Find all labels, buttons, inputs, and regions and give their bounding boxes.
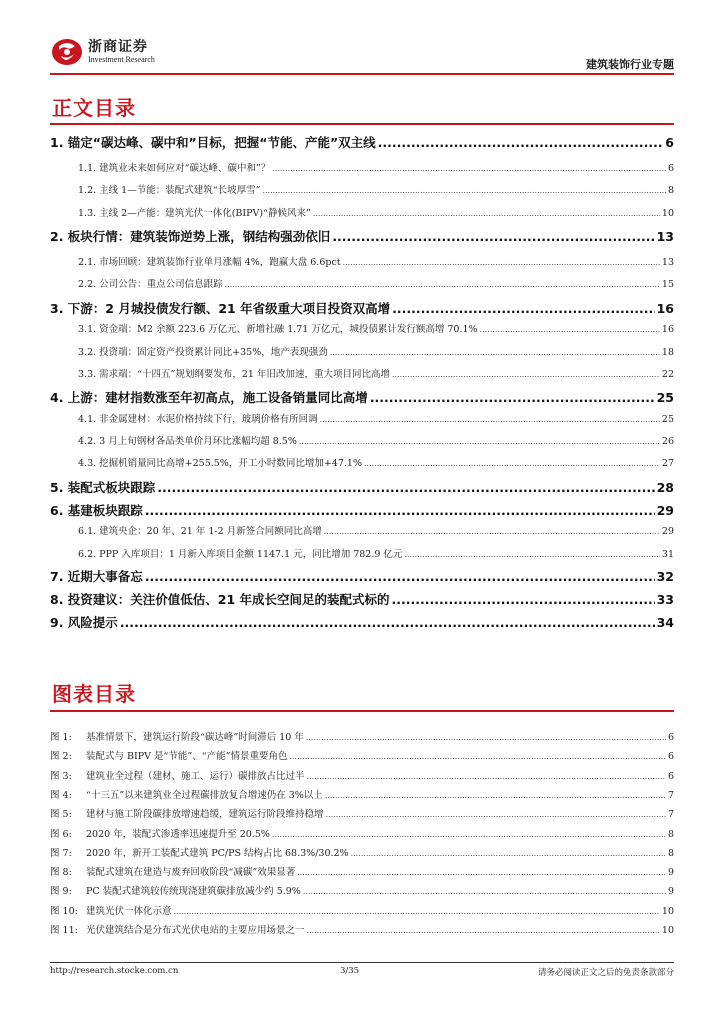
dot-leader: [262, 186, 666, 195]
figure-entry[interactable]: [50, 787, 674, 801]
dot-leader: [364, 459, 660, 468]
dot-leader: [145, 569, 655, 584]
toc-subsection-entry[interactable]: [78, 546, 674, 560]
figure-page: 9: [667, 886, 674, 898]
toc-entry-page: 31: [661, 549, 674, 560]
dot-leader: [120, 615, 655, 630]
logo-english-text: Investment Research: [88, 55, 155, 64]
figure-number: 图 6:: [50, 828, 72, 840]
figure-caption: 2020 年，新开工装配式建筑 PC/PS 结构占比 68.3%/30.2%: [86, 847, 349, 859]
figure-entry[interactable]: [50, 922, 674, 936]
dot-leader: [392, 301, 654, 316]
toc-entry-title: 4. 上游：建材指数涨至年初高点，施工设备销量同比高增: [50, 390, 368, 405]
figure-page: 7: [667, 809, 674, 821]
dot-leader: [307, 772, 666, 781]
toc-entry-title: 2.2. 公司公告：重点公司信息跟踪: [78, 279, 223, 290]
toc-entry-title: 6. 基建板块跟踪: [50, 503, 143, 518]
toc-section-entry[interactable]: [50, 590, 674, 608]
toc-subsection-entry[interactable]: [78, 160, 674, 174]
toc-subsection-entry[interactable]: [78, 205, 674, 219]
dot-leader: [370, 390, 655, 405]
figures-title-divider: [50, 710, 674, 712]
toc-entry-page: 18: [661, 347, 674, 358]
toc-entry-page: 6: [667, 163, 674, 174]
toc-section-entry[interactable]: [50, 501, 674, 519]
dot-leader: [145, 503, 655, 518]
figure-entry[interactable]: [50, 729, 674, 743]
toc-section-entry[interactable]: [50, 299, 674, 317]
toc-entry-page: 16: [661, 324, 674, 335]
toc-entry-title: 9. 风险提示: [50, 615, 118, 630]
figure-number: 图 8:: [50, 867, 72, 879]
figure-number: 图 2:: [50, 751, 72, 763]
toc-section-entry[interactable]: [50, 613, 674, 631]
figure-entry[interactable]: [50, 883, 674, 897]
toc-entry-title: 3.2. 投资端：固定资产投资累计同比+35%，地产表现强劲: [78, 347, 328, 358]
toc-entry-title: 3.3. 需求端：“十四五”规划纲要发布，21 年旧改加速，重大项目同比高增: [78, 369, 390, 380]
figure-number: 图 11:: [50, 925, 78, 936]
toc-entry-page: 25: [656, 390, 674, 405]
dot-leader: [392, 370, 660, 379]
logo-chinese-text: 浙商证券: [88, 39, 148, 55]
dot-leader: [392, 592, 655, 607]
figure-number: 图 1:: [50, 732, 72, 743]
toc-entry-page: 13: [661, 257, 674, 268]
dot-leader: [313, 209, 660, 218]
dot-leader: [343, 258, 660, 267]
toc-entry-page: 33: [656, 592, 674, 607]
figure-number: 图 3:: [50, 770, 72, 782]
page-header: [50, 28, 674, 73]
dot-leader: [307, 926, 660, 935]
figure-page: 8: [667, 828, 674, 840]
figure-caption: 装配式与 BIPV 是“节能”、“产能”情景重要角色: [86, 751, 288, 763]
toc-entry-page: 15: [661, 279, 674, 290]
toc-entry-title: 3.1. 资金端：M2 余额 223.6 万亿元、新增社融 1.71 万亿元，城投债累计发行额高增 70.1%: [78, 324, 478, 335]
figure-entry[interactable]: [50, 826, 674, 840]
figure-list: [50, 729, 674, 949]
figure-entry[interactable]: [50, 806, 674, 820]
toc-list: [50, 133, 674, 633]
dot-leader: [324, 527, 660, 536]
toc-section-entry[interactable]: [50, 133, 674, 151]
dot-leader: [299, 437, 660, 446]
figures-title: 图表目录: [52, 682, 136, 706]
toc-entry-title: 6.2. PPP 入库项目：1 月新入库项目金额 1147.1 元，同比增加 782.9 亿元: [78, 549, 403, 560]
dot-leader: [303, 887, 666, 896]
dot-leader: [404, 550, 659, 559]
toc-subsection-entry[interactable]: [78, 182, 674, 196]
toc-entry-title: 8. 投资建议：关注价值低估、21 年成长空间足的装配式标的: [50, 592, 390, 607]
figure-page: 10: [661, 905, 674, 917]
toc-entry-page: 6: [665, 135, 674, 150]
figure-caption: 装配式建筑在建造与废弃回收阶段“减碳”效果显著: [86, 867, 296, 879]
figure-entry[interactable]: [50, 903, 674, 917]
toc-entry-title: 4.1. 非金属建材：水泥价格持续下行，玻璃价格有所回调: [78, 414, 318, 425]
figure-caption: “十三五”以来建筑业全过程碳排放复合增速仍在 3%以上: [86, 789, 323, 801]
figure-page: 6: [667, 770, 674, 782]
toc-subsection-entry[interactable]: [78, 433, 674, 447]
toc-entry-title: 4.3. 挖掘机销量同比高增+255.5%，开工小时数同比增加+47.1%: [78, 458, 362, 469]
logo-mark-icon: [50, 34, 84, 68]
figure-caption: 建筑业全过程（建材、施工、运行）碳排放占比过半: [86, 770, 305, 782]
figure-entry[interactable]: [50, 864, 674, 878]
toc-entry-page: 32: [656, 569, 674, 584]
toc-entry-page: 29: [656, 503, 674, 518]
toc-section-entry[interactable]: [50, 227, 674, 245]
toc-title-divider: [50, 123, 674, 125]
figure-number: 图 10:: [50, 905, 78, 917]
footer-divider: [50, 962, 674, 963]
toc-entry-page: 26: [661, 436, 674, 447]
figure-number: 图 4:: [50, 789, 72, 801]
toc-section-entry[interactable]: [50, 388, 674, 406]
toc-entry-title: 2. 板块行情：建筑装饰逆势上涨，钢结构强劲依旧: [50, 229, 331, 244]
toc-subsection-entry[interactable]: [78, 411, 674, 425]
dot-leader: [272, 830, 666, 839]
toc-subsection-entry[interactable]: [78, 523, 674, 537]
toc-subsection-entry[interactable]: [78, 276, 674, 290]
toc-section-entry[interactable]: [50, 478, 674, 496]
toc-subsection-entry[interactable]: [78, 455, 674, 469]
report-topic: 建筑装饰行业专题: [586, 58, 674, 71]
figure-caption: 光伏建筑结合是分布式光伏电站的主要应用场景之一: [86, 925, 305, 936]
figure-entry[interactable]: [50, 845, 674, 859]
toc-entry-page: 8: [667, 185, 674, 196]
dot-leader: [157, 480, 654, 495]
toc-entry-title: 1.1. 建筑业未来如何应对“碳达峰、碳中和”？: [78, 163, 271, 174]
figure-number: 图 5:: [50, 809, 72, 821]
toc-entry-page: 29: [661, 526, 674, 537]
dot-leader: [332, 229, 654, 244]
toc-entry-title: 1. 锚定“碳达峰、碳中和”目标，把握“节能、产能”双主线: [50, 135, 376, 150]
toc-entry-title: 2.1. 市场回顾：建筑装饰行业单月涨幅 4%，跑赢大盘 6.6pct: [78, 257, 341, 268]
toc-section-entry[interactable]: [50, 567, 674, 585]
toc-entry-title: 1.3. 主线 2—产能：建筑光伏一体化(BIPV)“静候风来”: [78, 208, 311, 219]
toc-entry-page: 25: [661, 414, 674, 425]
figure-page: 7: [667, 789, 674, 801]
toc-entry-page: 16: [656, 301, 674, 316]
figure-number: 图 7:: [50, 847, 72, 859]
dot-leader: [378, 135, 664, 150]
figure-caption: 2020 年，装配式渗透率迅速提升至 20.5%: [86, 828, 270, 840]
toc-entry-page: 10: [661, 208, 674, 219]
toc-subsection-entry[interactable]: [78, 254, 674, 268]
toc-entry-page: 13: [656, 229, 674, 244]
figure-caption: 基准情景下，建筑运行阶段“碳达峰”时间滞后 10 年: [86, 732, 304, 743]
toc-subsection-entry[interactable]: [78, 321, 674, 335]
figure-page: 10: [661, 925, 674, 936]
dot-leader: [272, 164, 666, 173]
toc-subsection-entry[interactable]: [78, 344, 674, 358]
toc-entry-title: 3. 下游：2 月城投债发行额、21 年省级重大项目投资双高增: [50, 301, 391, 316]
figure-entry[interactable]: [50, 748, 674, 762]
toc-entry-title: 6.1. 建筑央企：20 年、21 年 1-2 月新签合同额同比高增: [78, 526, 322, 537]
toc-entry-page: 34: [656, 615, 674, 630]
dot-leader: [320, 415, 660, 424]
dot-leader: [480, 325, 660, 334]
figure-page: 6: [667, 732, 674, 743]
figure-caption: 建材与施工阶段碳排放增速趋缓，建筑运行阶段维持稳增: [86, 809, 324, 821]
dot-leader: [325, 791, 666, 800]
footer-page-number: 3/35: [340, 966, 360, 976]
dot-leader: [174, 907, 660, 916]
figure-caption: 建筑光伏一体化示意: [86, 905, 172, 917]
figure-page: 6: [667, 751, 674, 763]
toc-entry-page: 27: [661, 458, 674, 469]
dot-leader: [351, 849, 666, 858]
footer-disclaimer: 请务必阅读正文之后的免责条款部分: [537, 968, 674, 978]
company-logo: [50, 28, 200, 72]
toc-entry-page: 22: [661, 369, 674, 380]
figure-entry[interactable]: [50, 768, 674, 782]
toc-title: 正文目录: [52, 96, 136, 120]
dot-leader: [289, 752, 665, 761]
figure-caption: PC 装配式建筑较传统现浇建筑碳排放减少约 5.9%: [86, 886, 301, 898]
dot-leader: [225, 280, 660, 289]
dot-leader: [326, 810, 666, 819]
dot-leader: [330, 348, 660, 357]
toc-entry-page: 28: [656, 480, 674, 495]
figure-number: 图 9:: [50, 886, 72, 898]
toc-entry-title: 5. 装配式板块跟踪: [50, 480, 156, 495]
toc-entry-title: 1.2. 主线 1—节能：装配式建筑“长坡厚雪”: [78, 185, 261, 196]
toc-entry-title: 7. 近期大事备忘: [50, 569, 143, 584]
dot-leader: [297, 868, 666, 877]
toc-subsection-entry[interactable]: [78, 366, 674, 380]
toc-entry-title: 4.2. 3 月上旬钢材各品类单价月环比涨幅均超 8.5%: [78, 436, 297, 447]
dot-leader: [306, 733, 666, 742]
figure-page: 9: [667, 867, 674, 879]
figure-page: 8: [667, 847, 674, 859]
footer-url[interactable]: http://research.stocke.com.cn: [50, 966, 179, 976]
header-divider: [50, 73, 674, 75]
